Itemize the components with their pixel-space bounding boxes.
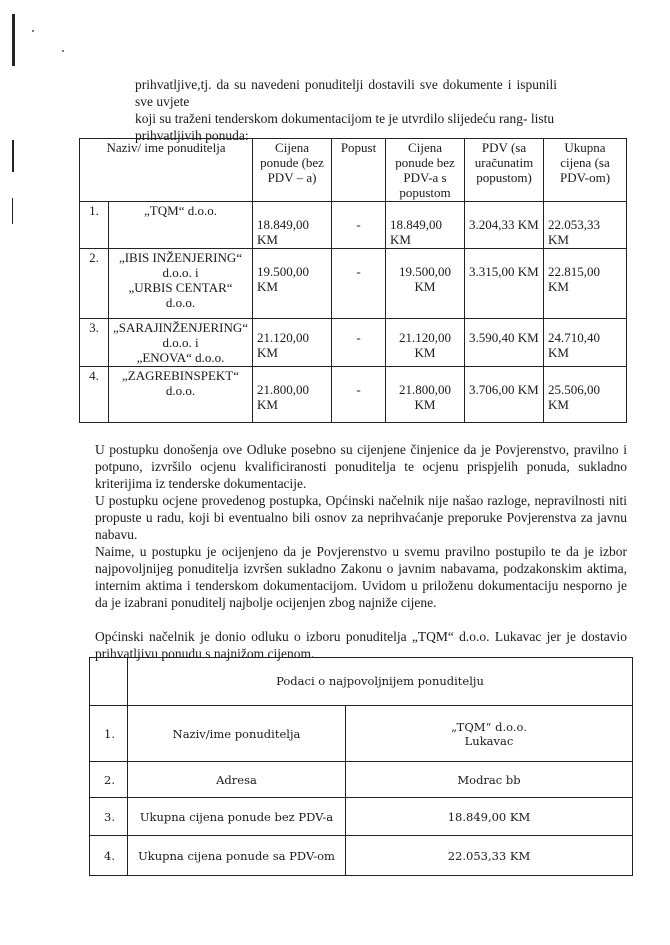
paragraph: U postupku donošenja ove Odluke posebno su cijenjene činjenice da je Povjerenstvo, pravilno i potpuno, izvršilo ocjenu kvalificiranosti ponuditelja te ocjenu prispjelih ponuda, sukladno kriterijima iz tenderske dokumentacije.	[95, 442, 627, 491]
table-row	[80, 202, 627, 249]
row-number: 4.	[90, 836, 128, 876]
paragraph: U postupku ocjene provedenog postupka, Općinski načelnik nije našao razloge, nepravilnosti niti propuste u radu, koji bi eventualno bili osnov za neprihvaćanje preporuke Povjerenstva za javnu nabavu.	[95, 493, 627, 542]
price-discount-cell	[386, 202, 465, 249]
table-row	[80, 249, 627, 319]
row-number: 3.	[90, 798, 128, 836]
table-title-row	[90, 658, 633, 706]
discount-cell	[332, 249, 386, 319]
row-label: Naziv/ime ponuditelja	[128, 706, 346, 762]
rank-list-table	[79, 138, 627, 423]
row-number: 2.	[90, 762, 128, 798]
pdv-value: 3.590,40 KM	[469, 330, 539, 345]
table-row	[90, 836, 633, 876]
header-pdv: PDV (sa uračunatim popustom)	[465, 139, 544, 202]
paragraph: Naime, u postupku je ocijenjeno da je Povjerenstvo u svemu pravilno postupilo te da je izbor najpovoljnijeg ponuditelja izvršen sukladno Zakonu o javnim nabavama, podzakonskim aktima, internim aktima i tenderskom dokumentacijom. Uvidom u priloženu dokumentaciju nesporno je da je izabrani ponuditelj najbolje ocijenjen zbog najniže cijene.	[95, 544, 627, 610]
price-discount-value: 18.849,00 KM	[390, 217, 443, 247]
row-label: Ukupna cijena ponude sa PDV-om	[128, 836, 346, 876]
header-total: Ukupna cijena (sa PDV-om)	[544, 139, 627, 202]
total-value: 22.053,33 KM	[548, 217, 601, 247]
price-discount-cell	[386, 319, 465, 367]
price-value: 18.849,00 KM	[257, 217, 310, 247]
pdv-cell	[465, 202, 544, 249]
intro-paragraph	[135, 76, 557, 144]
bidder-name-line: „TQM“ d.o.o.	[144, 203, 217, 218]
price-value: 21.800,00 KM	[257, 382, 310, 412]
header-discount: Popust	[332, 139, 386, 202]
discount-cell	[332, 367, 386, 423]
discount-cell	[332, 202, 386, 249]
intro-line: prihvatljivih ponuda:	[135, 128, 249, 143]
header-name: Naziv/ ime ponuditelja	[80, 139, 253, 202]
pdv-cell	[465, 319, 544, 367]
discount-value: -	[356, 217, 361, 232]
pdv-value: 3.706,00 KM	[469, 382, 539, 397]
scan-speck	[62, 50, 64, 52]
price-value: 21.120,00 KM	[257, 330, 310, 360]
bidder-name-line: d.o.o. i	[162, 265, 199, 280]
bidder-name-line: „ZAGREBINSPEKT“	[122, 368, 239, 383]
total-value: 22.815,00 KM	[548, 264, 601, 294]
price-cell	[253, 319, 332, 367]
discount-value: -	[356, 330, 361, 345]
decision-rationale	[95, 441, 627, 662]
paragraph: Općinski načelnik je donio odluku o izboru ponuditelja „TQM“ d.o.o. Lukavac jer je dostavio prihvatljivu ponudu s najnižom cijenom.	[95, 629, 627, 661]
table-row	[90, 798, 633, 836]
row-value: 22.053,33 KM	[346, 836, 633, 876]
discount-value: -	[356, 264, 361, 279]
bidder-name-line: d.o.o.	[165, 295, 196, 310]
total-cell	[544, 367, 627, 423]
bidder-name-line: „URBIS CENTAR“	[128, 280, 233, 295]
row-number: 1.	[80, 202, 109, 249]
pdv-value: 3.315,00 KM	[469, 264, 539, 279]
header-price-discount: Cijena ponude bez PDV-a s popustom	[386, 139, 465, 202]
table-title: Podaci o najpovoljnijem ponuditelju	[128, 658, 633, 706]
pdv-cell	[465, 249, 544, 319]
table-row	[90, 706, 633, 762]
scan-binder-mark	[12, 140, 14, 172]
table-header-row	[80, 139, 627, 202]
header-price: Cijena ponude (bez PDV – a)	[253, 139, 332, 202]
pdv-value: 3.204,33 KM	[469, 217, 539, 232]
bidder-name-line: „IBIS INŽENJERING“	[118, 250, 243, 265]
price-discount-cell	[386, 249, 465, 319]
row-value: Modrac bb	[346, 762, 633, 798]
row-number: 1.	[90, 706, 128, 762]
pdv-cell	[465, 367, 544, 423]
row-value	[346, 706, 633, 762]
price-discount-cell	[386, 367, 465, 423]
row-number: 4.	[80, 367, 109, 423]
bidder-name-line: „SARAJINŽENJERING“	[113, 320, 249, 335]
row-label: Ukupna cijena ponude bez PDV-a	[128, 798, 346, 836]
value-line: Lukavac	[464, 733, 514, 748]
bidder-name	[109, 319, 253, 367]
bidder-name	[109, 367, 253, 423]
best-bidder-table	[89, 657, 633, 876]
table-row	[90, 762, 633, 798]
row-number: 3.	[80, 319, 109, 367]
row-number: 2.	[80, 249, 109, 319]
scan-binder-mark	[12, 198, 13, 224]
bidder-name-line: d.o.o. i	[162, 335, 199, 350]
bidder-name	[109, 249, 253, 319]
price-cell	[253, 367, 332, 423]
intro-line: koji su traženi tenderskom dokumentacijom te je utvrdilo slijedeću rang- listu	[135, 111, 555, 126]
price-discount-value: 19.500,00 KM	[399, 264, 452, 294]
total-cell	[544, 319, 627, 367]
table-row	[80, 367, 627, 423]
row-label: Adresa	[128, 762, 346, 798]
price-cell	[253, 249, 332, 319]
bidder-name-line: „ENOVA“ d.o.o.	[136, 350, 225, 365]
price-discount-value: 21.800,00 KM	[399, 382, 452, 412]
row-value: 18.849,00 KM	[346, 798, 633, 836]
empty-cell	[90, 658, 128, 706]
scan-speck	[32, 30, 34, 32]
price-cell	[253, 202, 332, 249]
total-value: 25.506,00 KM	[548, 382, 601, 412]
discount-value: -	[356, 382, 361, 397]
total-value: 24.710,40 KM	[548, 330, 601, 360]
total-cell	[544, 202, 627, 249]
price-value: 19.500,00 KM	[257, 264, 310, 294]
bidder-name	[109, 202, 253, 249]
price-discount-value: 21.120,00 KM	[399, 330, 452, 360]
discount-cell	[332, 319, 386, 367]
intro-line: prihvatljive,tj. da su navedeni ponuditelji dostavili sve dokumente i ispunili sve uvjete	[135, 77, 557, 109]
total-cell	[544, 249, 627, 319]
value-line: „TQM“ d.o.o.	[451, 719, 527, 734]
scan-binder-mark	[12, 14, 15, 66]
bidder-name-line: d.o.o.	[165, 383, 196, 398]
table-row	[80, 319, 627, 367]
